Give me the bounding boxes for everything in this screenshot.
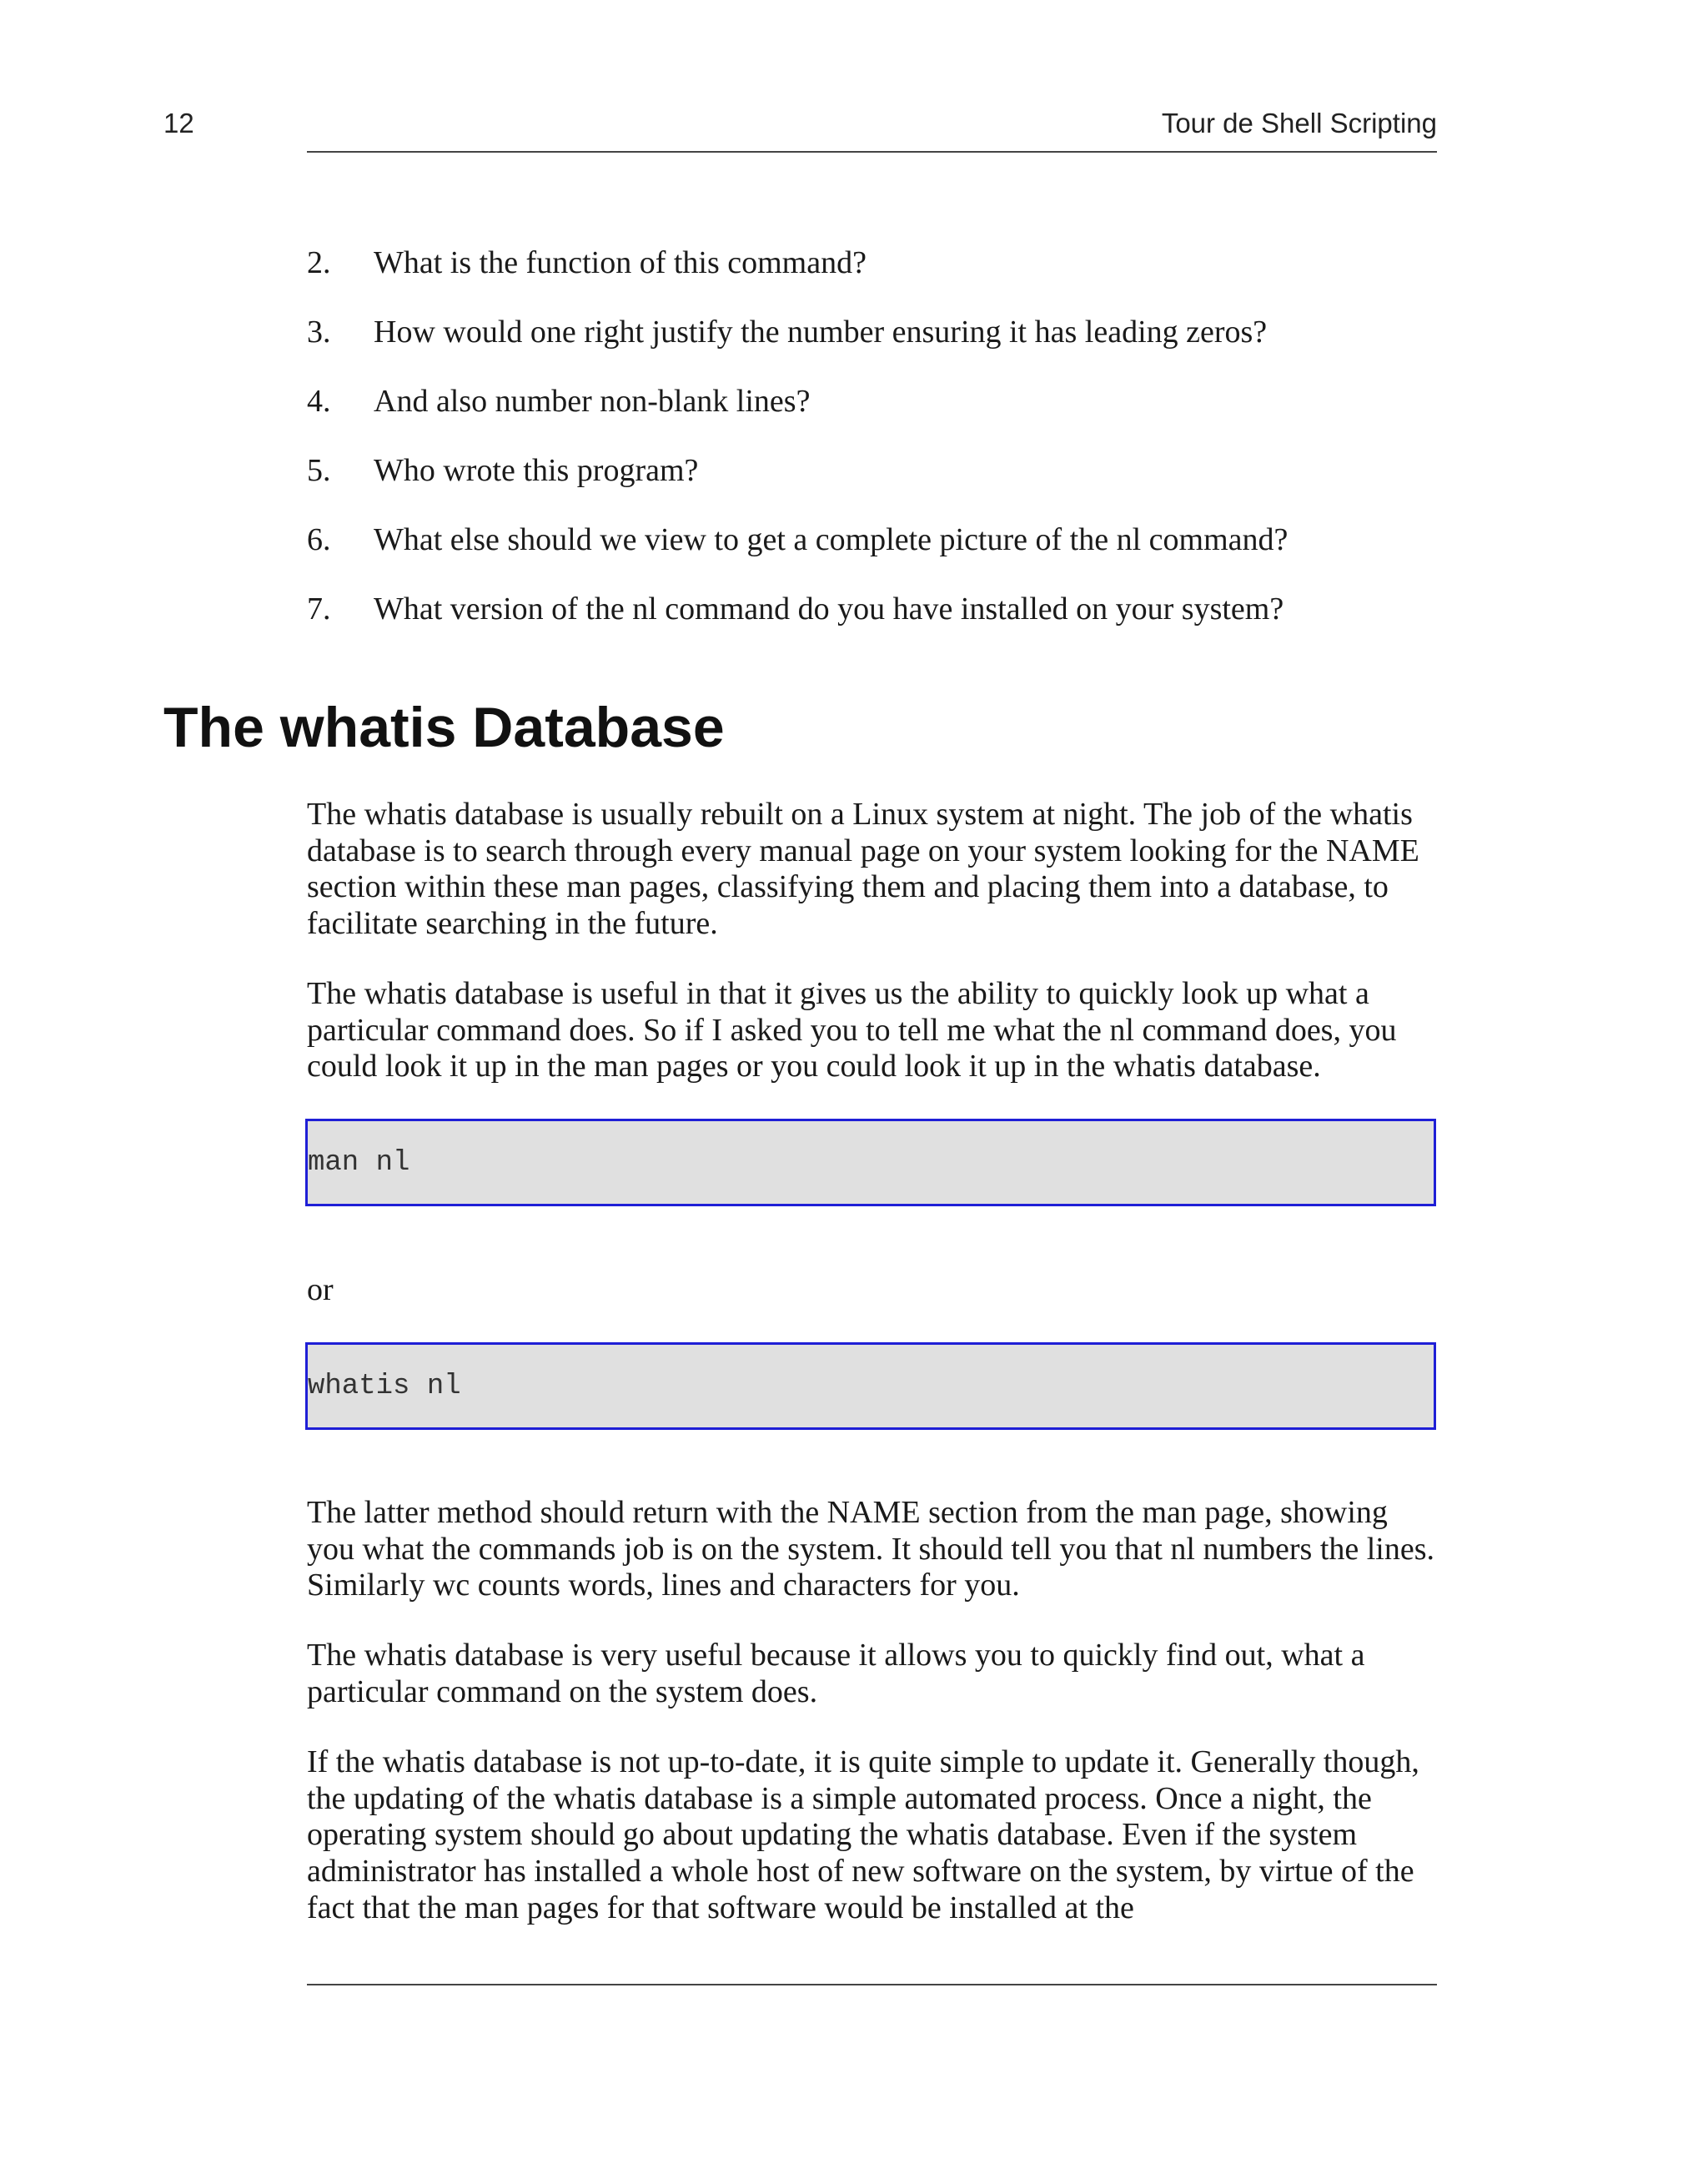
- paragraph-usefulness: The whatis database is useful in that it gives us the ability to quickly look up what a particular command does. So if I asked you to tell me what the nl command does, you could look it up in the man pages or you could look it up in the whatis database.: [307, 976, 1397, 1084]
- list-item-text: And also number non-blank lines?: [374, 384, 811, 419]
- list-item: [307, 383, 1437, 420]
- list-item-text: What version of the nl command do you have installed on your system?: [374, 591, 1284, 627]
- list-item: [307, 244, 1437, 281]
- list-item-number: 3.: [307, 315, 331, 350]
- code-block-man: [305, 1119, 1436, 1206]
- list-item: [307, 314, 1437, 350]
- running-title: Tour de Shell Scripting: [1161, 108, 1437, 138]
- list-item-text: Who wrote this program?: [374, 453, 699, 488]
- list-item: [307, 591, 1437, 627]
- list-item-number: 6.: [307, 522, 331, 557]
- page-number: 12: [163, 108, 194, 138]
- list-item: [307, 521, 1437, 558]
- paragraph-very-useful: The whatis database is very useful because it allows you to quickly find out, what a particular command on the system does.: [307, 1638, 1365, 1709]
- paragraph-latter-method: The latter method should return with the NAME section from the man page, showing you what the commands job is on the system. It should tell you that nl numbers the lines. Similarly wc counts words, lines and characters for you.: [307, 1495, 1435, 1603]
- list-item-number: 7.: [307, 591, 331, 627]
- header-divider: [307, 151, 1437, 153]
- or-text: or: [307, 1272, 334, 1307]
- question-list: [307, 244, 1437, 660]
- code-text: whatis nl: [308, 1370, 461, 1402]
- section-heading: The whatis Database: [163, 696, 725, 759]
- paragraph-intro: The whatis database is usually rebuilt on a Linux system at night. The job of the whatis database is to search through every manual page on your system looking for the NAME section within these man pages, classifying them and placing them into a database, to facilitate searching in the future.: [307, 797, 1419, 942]
- code-block-whatis: [305, 1342, 1436, 1430]
- list-item-text: How would one right justify the number ensuring it has leading zeros?: [374, 315, 1268, 350]
- list-item: [307, 452, 1437, 489]
- list-item-number: 4.: [307, 384, 331, 419]
- paragraph-update: If the whatis database is not up-to-date, it is quite simple to update it. Generally though, the updating of the whatis database is a simple automated process. Once a night, the operating system should go about updating the whatis database. Even if the system administrator has installed a whole host of new software on the system, by virtue of the fact that the man pages for that software would be installed at the: [307, 1744, 1419, 1925]
- list-item-text: What is the function of this command?: [374, 245, 867, 280]
- footer-divider: [307, 1984, 1437, 1985]
- list-item-text: What else should we view to get a complete picture of the nl command?: [374, 522, 1289, 557]
- code-text: man nl: [308, 1146, 410, 1179]
- list-item-number: 5.: [307, 453, 331, 488]
- list-item-number: 2.: [307, 245, 331, 280]
